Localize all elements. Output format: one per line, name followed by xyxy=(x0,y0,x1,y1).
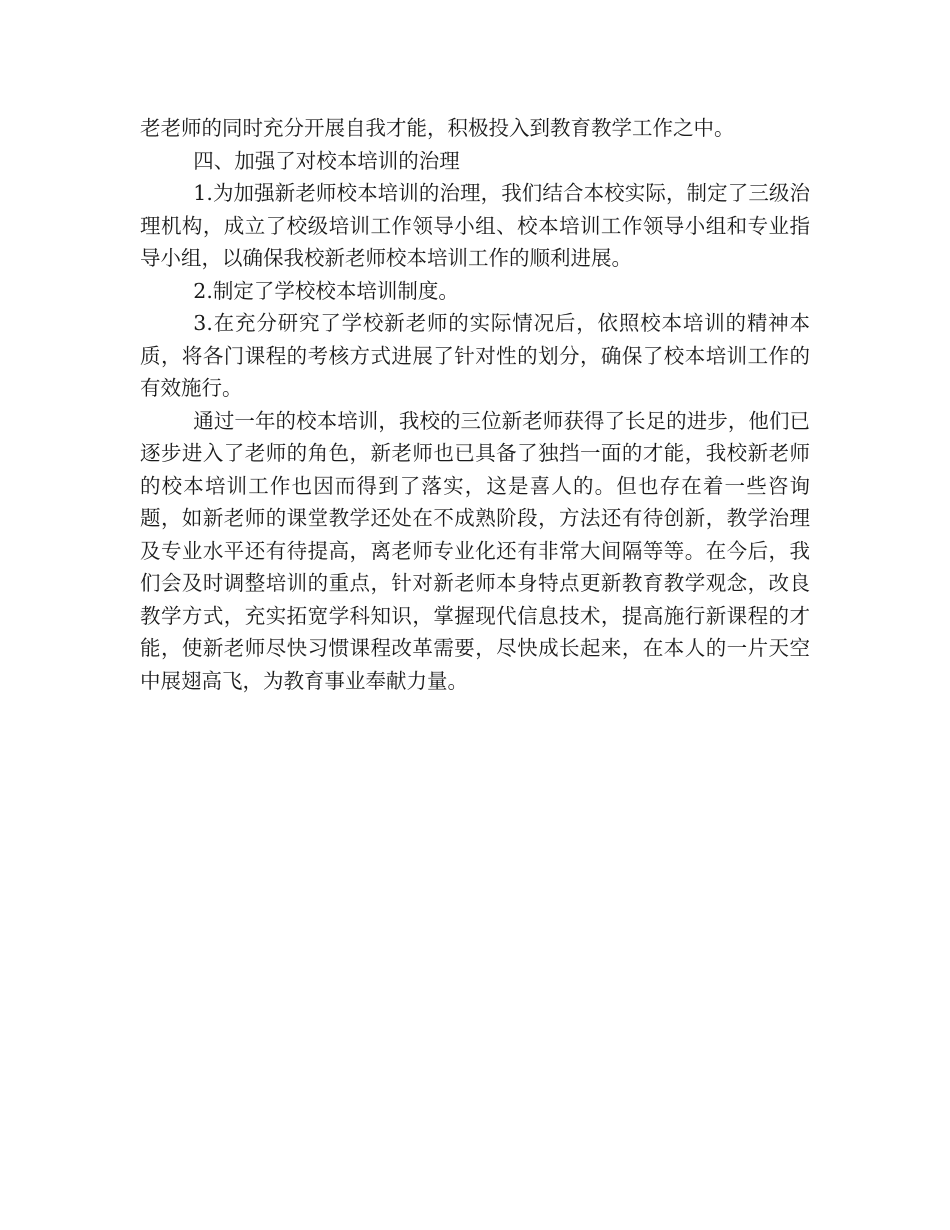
paragraph-summary: 通过一年的校本培训，我校的三位新老师获得了长足的进步，他们已逐步进入了老师的角色，新老师也已具备了独挡一面的才能，我校新老师的校本培训工作也因而得到了落实，这是喜人的。但也存在着一些咨询题，如新老师的课堂教学还处在不成熟阶段，方法还有待创新，教学治理及专业水平还有待提高，离老师专业化还有非常大间隔等等。在今后，我们会及时调整培训的重点，针对新老师本身特点更新教育教学观念，改良教学方式，充实拓宽学科知识，掌握现代信息技术，提高施行新课程的才能，使新老师尽快习惯课程改革需要，尽快成长起来，在本人的一片天空中展翅高飞，为教育事业奉献力量。 xyxy=(140,408,810,693)
document-body xyxy=(140,112,810,697)
list-item-2: 2.制定了学校校本培训制度。 xyxy=(193,278,459,303)
paragraph-continuation: 老老师的同时充分开展自我才能，积极投入到教育教学工作之中。 xyxy=(140,116,735,140)
section-heading-four: 四、加强了对校本培训的治理 xyxy=(193,148,460,173)
list-item-1: 1.为加强新老师校本培训的治理，我们结合本校实际，制定了三级治理机构，成立了校级培训工作领导小组、校本培训工作领导小组和专业指导小组，以确保我校新老师校本培训工作的顺利进展。 xyxy=(140,181,810,270)
list-item-3: 3.在充分研究了学校新老师的实际情况后，依照校本培训的精神本质，将各门课程的考核方式进展了针对性的划分，确保了校本培训工作的有效施行。 xyxy=(140,311,810,400)
